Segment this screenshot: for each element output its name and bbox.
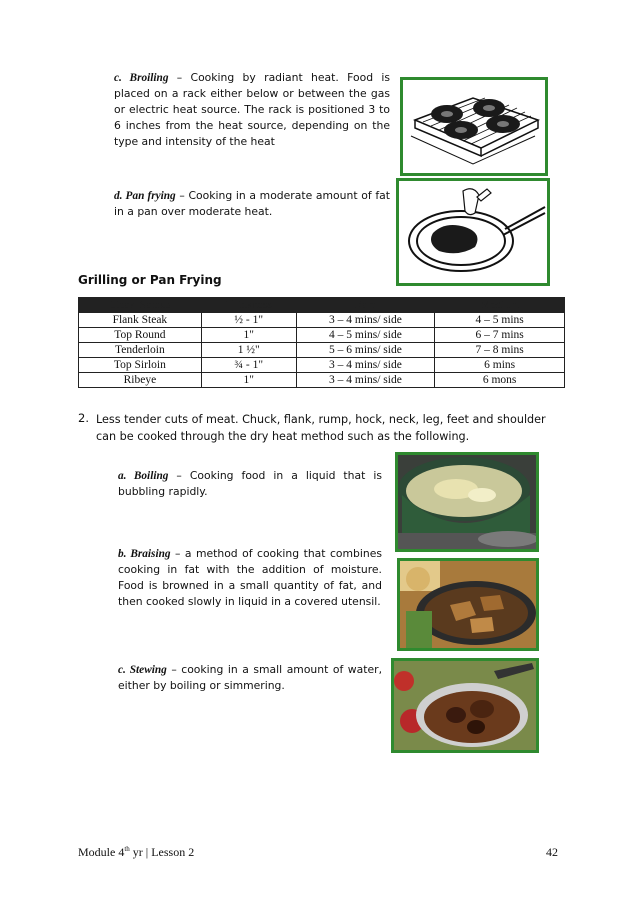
table-row [79, 343, 565, 358]
table-row [79, 358, 565, 373]
stewing-paragraph [118, 662, 382, 694]
header-thickness: Thickness [201, 298, 296, 313]
pan-frying-illustration [396, 178, 550, 286]
cell-steak: Tenderloin [79, 343, 202, 358]
pan-frying-paragraph [114, 188, 390, 220]
stewing-photo [391, 658, 539, 753]
cell-medium: 6 – 7 mins [435, 328, 565, 343]
footer-module [78, 845, 194, 860]
boiling-photo [395, 452, 539, 552]
pan-frying-term: d. Pan frying [114, 190, 176, 202]
table-row [79, 328, 565, 343]
cell-thickness: ¾ - 1" [201, 358, 296, 373]
stewing-term: c. Stewing [118, 664, 167, 676]
boiling-term: a. Boiling [118, 470, 169, 482]
braising-text: – a method of cooking that combines cooking in fat with the addition of moisture. Food is browned in a small quantity of fat, and then cooked slowly in liquid in a covered utensil. [118, 547, 383, 608]
list-number-2: 2. [78, 411, 89, 425]
cell-thickness: 1" [201, 373, 296, 388]
header-rare: Rare [296, 298, 435, 313]
braising-paragraph [118, 546, 382, 610]
cell-thickness: ½ - 1" [201, 313, 296, 328]
broiling-term: c. Broiling [114, 72, 169, 84]
cell-rare: 3 – 4 mins/ side [296, 313, 435, 328]
grilling-table [78, 297, 565, 388]
table-row [79, 313, 565, 328]
cell-rare: 4 – 5 mins/ side [296, 328, 435, 343]
stewing-text: – cooking in a small amount of water, either by boiling or simmering. [118, 663, 383, 692]
cell-thickness: 1" [201, 328, 296, 343]
footer-module-rest: yr | Lesson 2 [129, 845, 195, 859]
braising-term: b. Braising [118, 548, 171, 560]
footer-module-label: Module 4 [78, 845, 125, 859]
broiling-text: – Cooking by radiant heat. Food is placed on a rack either below or between the gas or electric heat source. The rack is positioned 3 to 6 inches from the heat source, depending on the type and intensity of the heat [114, 71, 390, 148]
cell-thickness: 1 ½" [201, 343, 296, 358]
cell-medium: 6 mins [435, 358, 565, 373]
page-number: 42 [546, 845, 558, 859]
table-header-row [79, 298, 565, 313]
header-medium: Medium [435, 298, 565, 313]
broiling-illustration [400, 77, 548, 176]
braising-photo [397, 558, 539, 651]
cell-medium: 6 mons [435, 373, 565, 388]
footer-module-sup: th [124, 845, 130, 853]
cell-steak: Flank Steak [79, 313, 202, 328]
boiling-text: – Cooking food in a liquid that is bubbling rapidly. [118, 469, 382, 498]
header-steak-names: Steak Names [79, 298, 202, 313]
table-title: Grilling or Pan Frying [78, 273, 222, 287]
cell-steak: Top Round [79, 328, 202, 343]
broiling-paragraph [114, 70, 390, 150]
pan-frying-text: – Cooking in a moderate amount of fat in a pan over moderate heat. [114, 189, 390, 218]
cell-medium: 4 – 5 mins [435, 313, 565, 328]
cell-medium: 7 – 8 mins [435, 343, 565, 358]
cell-rare: 3 – 4 mins/ side [296, 358, 435, 373]
cell-steak: Top Sirloin [79, 358, 202, 373]
boiling-paragraph [118, 468, 382, 500]
less-tender-paragraph: Less tender cuts of meat. Chuck, flank, rump, hock, neck, leg, feet and shoulder can be cooked through the dry heat method such as the following. [96, 413, 546, 443]
cell-rare: 3 – 4 mins/ side [296, 373, 435, 388]
cell-rare: 5 – 6 mins/ side [296, 343, 435, 358]
table-row [79, 373, 565, 388]
cell-steak: Ribeye [79, 373, 202, 388]
